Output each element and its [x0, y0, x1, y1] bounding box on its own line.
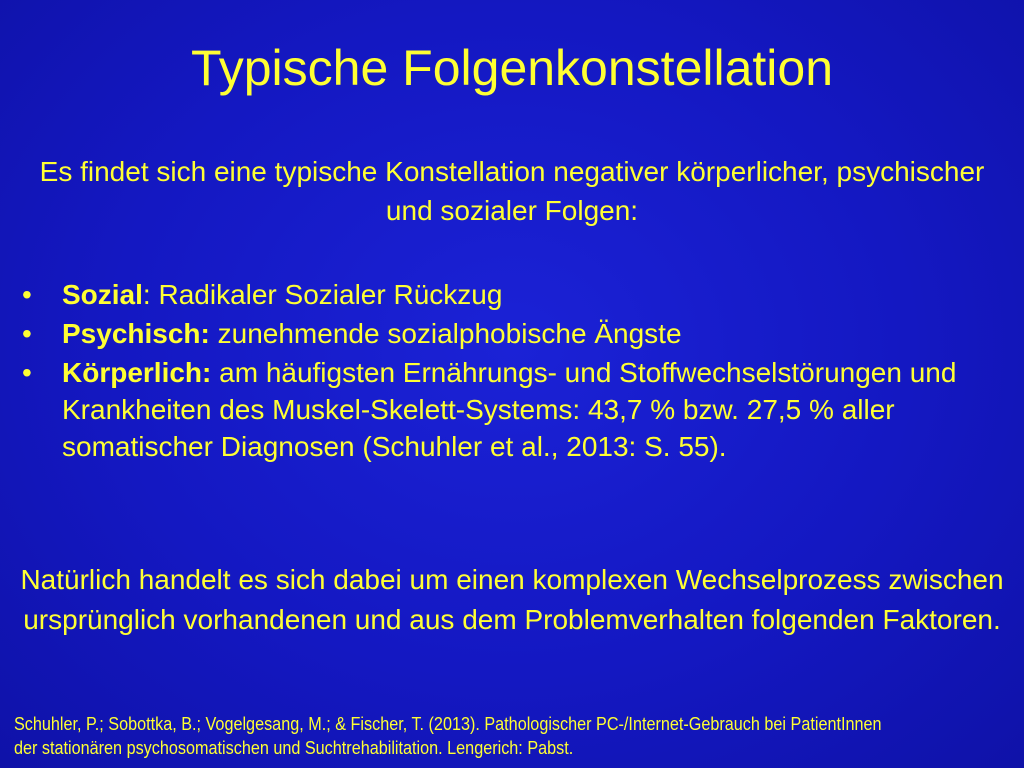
- intro-paragraph: Es findet sich eine typische Konstellation negativer körperlicher, psychischer und sozialer Folgen:: [39, 156, 985, 226]
- list-item-koerperlich: [0, 354, 1024, 465]
- bullet-key-koerperlich: Körperlich:: [62, 357, 212, 388]
- bullet-text-psychisch: zunehmende sozialphobische Ängste: [209, 318, 682, 349]
- reference-line-1: Schuhler, P.; Sobottka, B.; Vogelgesang, M.; & Fischer, T. (2013). Pathologischer PC-/Internet-Gebrauch bei PatientInnen: [14, 714, 882, 734]
- bullet-key-psychisch: Psychisch:: [62, 318, 210, 349]
- list-item-sozial: [0, 276, 1024, 313]
- bullet-marker: •: [22, 318, 32, 349]
- bullet-marker: •: [22, 279, 32, 310]
- reference-line-2: der stationären psychosomatischen und Suchtrehabilitation. Lengerich: Pabst.: [14, 738, 574, 758]
- consequence-list: [0, 276, 1024, 467]
- reference-citation: [14, 712, 1013, 760]
- bullet-text-koerperlich: am häufigsten Ernährungs- und Stoffwechselstörungen und Krankheiten des Muskel-Skelett-Systems: 43,7 % bzw. 27,5 % aller somatischer Diagnosen (Schuhler et al., 2013: S. 55).: [62, 357, 957, 462]
- bullet-text-sozial: : Radikaler Sozialer Rückzug: [142, 279, 503, 310]
- slide-title: Typische Folgenkonstellation: [190, 40, 834, 96]
- conclusion-paragraph: Natürlich handelt es sich dabei um einen komplexen Wechselprozess zwischen ursprünglich vorhandenen und aus dem Problemverhalten folgenden Faktoren.: [20, 564, 1004, 635]
- bullet-key-sozial: Sozial: [62, 279, 143, 310]
- list-item-psychisch: [0, 315, 1024, 352]
- bullet-marker: •: [22, 357, 32, 388]
